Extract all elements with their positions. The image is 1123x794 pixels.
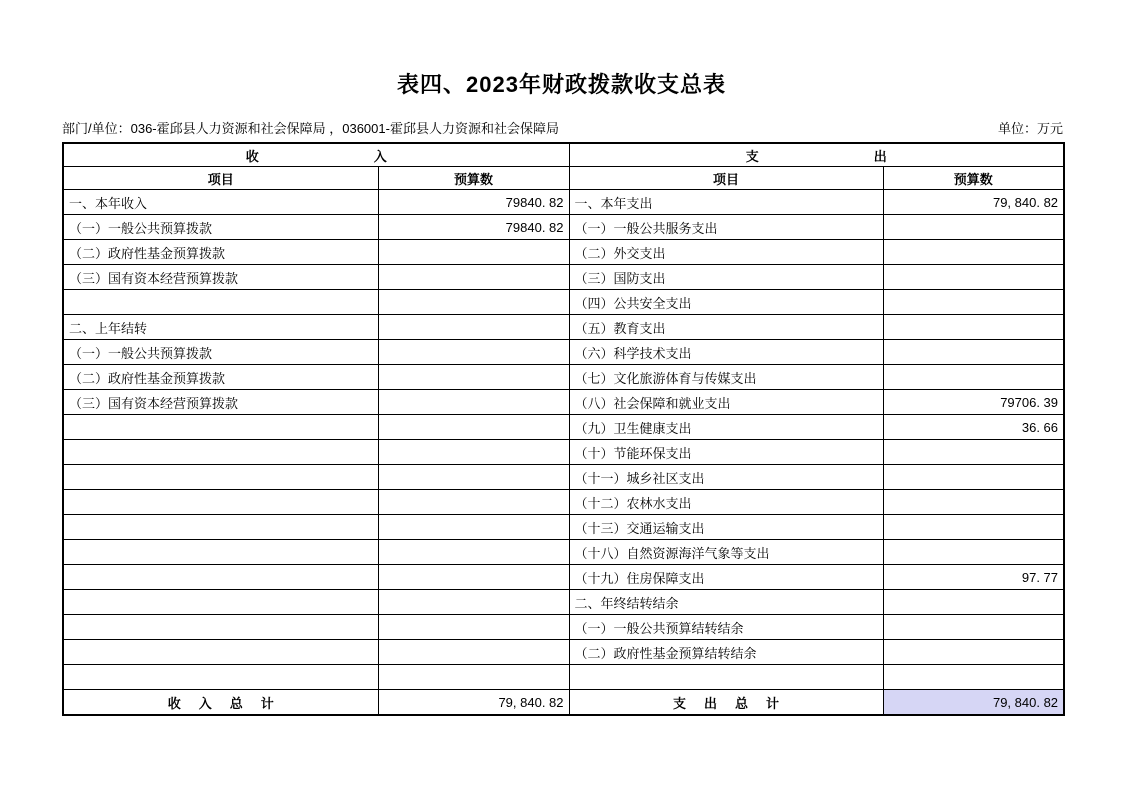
table-row — [63, 315, 1064, 340]
expense-section-header: 支出 — [569, 143, 1064, 167]
expense-value-cell — [883, 615, 1064, 640]
expense-item-cell: （五）教育支出 — [569, 315, 883, 340]
total-row — [63, 690, 1064, 716]
income-value-cell — [378, 240, 569, 265]
expense-value-cell — [883, 365, 1064, 390]
income-item-cell — [63, 415, 378, 440]
income-value-cell — [378, 465, 569, 490]
income-value-cell — [378, 540, 569, 565]
expense-item-cell: 二、年终结转结余 — [569, 590, 883, 615]
income-item-cell — [63, 490, 378, 515]
income-item-cell — [63, 290, 378, 315]
income-value-cell — [378, 440, 569, 465]
expense-value-cell — [883, 315, 1064, 340]
income-item-cell — [63, 640, 378, 665]
income-value-cell — [378, 365, 569, 390]
expense-item-cell: （九）卫生健康支出 — [569, 415, 883, 440]
table-row — [63, 290, 1064, 315]
table-row — [63, 190, 1064, 215]
expense-value-cell — [883, 465, 1064, 490]
column-header-row — [63, 167, 1064, 190]
income-value-cell — [378, 290, 569, 315]
table-row — [63, 515, 1064, 540]
expense-value-cell — [883, 240, 1064, 265]
expense-value-cell — [883, 640, 1064, 665]
page-title: 表四、2023年财政拨款收支总表 — [397, 72, 726, 97]
expense-item-cell: （一）一般公共服务支出 — [569, 215, 883, 240]
table-row — [63, 465, 1064, 490]
expense-item-cell: （十一）城乡社区支出 — [569, 465, 883, 490]
expense-value-cell: 97. 77 — [883, 565, 1064, 590]
expense-value-cell — [883, 665, 1064, 690]
expense-value-cell — [883, 215, 1064, 240]
expense-value-cell — [883, 515, 1064, 540]
table-row — [63, 215, 1064, 240]
income-value-cell: 79840. 82 — [378, 190, 569, 215]
meta-row — [62, 118, 1063, 137]
income-item-cell: （二）政府性基金预算拨款 — [63, 365, 378, 390]
income-item-cell — [63, 590, 378, 615]
expense-value-cell — [883, 490, 1064, 515]
expense-value-cell: 79, 840. 82 — [883, 190, 1064, 215]
income-total-value-cell: 79, 840. 82 — [378, 690, 569, 716]
income-value-cell — [378, 315, 569, 340]
income-item-cell: （一）一般公共预算拨款 — [63, 340, 378, 365]
income-value-cell — [378, 590, 569, 615]
expense-item-cell: （七）文化旅游体育与传媒支出 — [569, 365, 883, 390]
income-section-header: 收入 — [63, 143, 569, 167]
income-value-cell — [378, 490, 569, 515]
budget-table — [62, 142, 1065, 716]
expense-value-cell — [883, 290, 1064, 315]
expense-value-cell — [883, 540, 1064, 565]
income-value-cell — [378, 565, 569, 590]
section-header-row — [63, 143, 1064, 167]
expense-item-cell: （十九）住房保障支出 — [569, 565, 883, 590]
income-value-cell — [378, 515, 569, 540]
table-row — [63, 540, 1064, 565]
table-row — [63, 665, 1064, 690]
income-item-cell — [63, 515, 378, 540]
expense-item-cell: （二）政府性基金预算结转结余 — [569, 640, 883, 665]
expense-item-cell: （十八）自然资源海洋气象等支出 — [569, 540, 883, 565]
income-value-cell — [378, 415, 569, 440]
table-row — [63, 240, 1064, 265]
expense-item-cell: （四）公共安全支出 — [569, 290, 883, 315]
table-row — [63, 615, 1064, 640]
expense-item-cell: （一）一般公共预算结转结余 — [569, 615, 883, 640]
table-row — [63, 415, 1064, 440]
expense-value-cell: 36. 66 — [883, 415, 1064, 440]
income-value-cell — [378, 665, 569, 690]
income-item-header: 项目 — [63, 167, 378, 190]
table-row — [63, 390, 1064, 415]
income-value-cell — [378, 640, 569, 665]
income-item-cell: （一）一般公共预算拨款 — [63, 215, 378, 240]
expense-item-cell: 一、本年支出 — [569, 190, 883, 215]
income-value-cell — [378, 390, 569, 415]
expense-item-cell: （二）外交支出 — [569, 240, 883, 265]
income-value-cell — [378, 615, 569, 640]
expense-item-cell: （六）科学技术支出 — [569, 340, 883, 365]
table-row — [63, 490, 1064, 515]
income-item-cell — [63, 540, 378, 565]
income-item-cell — [63, 565, 378, 590]
table-row — [63, 365, 1064, 390]
expense-value-cell — [883, 590, 1064, 615]
income-item-cell: 一、本年收入 — [63, 190, 378, 215]
table-row — [63, 440, 1064, 465]
expense-item-header: 项目 — [569, 167, 883, 190]
income-item-cell — [63, 615, 378, 640]
income-item-cell — [63, 665, 378, 690]
table-row — [63, 590, 1064, 615]
expense-value-cell: 79706. 39 — [883, 390, 1064, 415]
table-row — [63, 640, 1064, 665]
income-value-cell — [378, 265, 569, 290]
income-budget-header: 预算数 — [378, 167, 569, 190]
table-row — [63, 340, 1064, 365]
income-total-label-cell: 收入总计 — [63, 690, 378, 716]
expense-total-label-cell: 支出总计 — [569, 690, 883, 716]
income-value-cell: 79840. 82 — [378, 215, 569, 240]
selected-cell[interactable]: 79, 840. 82 — [883, 690, 1064, 716]
table-row — [63, 265, 1064, 290]
currency-unit-label: 单位：万元 — [997, 121, 1063, 136]
expense-budget-header: 预算数 — [883, 167, 1064, 190]
income-item-cell: （三）国有资本经营预算拨款 — [63, 390, 378, 415]
income-item-cell: （三）国有资本经营预算拨款 — [63, 265, 378, 290]
expense-item-cell: （十三）交通运输支出 — [569, 515, 883, 540]
expense-item-cell: （三）国防支出 — [569, 265, 883, 290]
expense-value-cell — [883, 265, 1064, 290]
expense-item-cell: （十）节能环保支出 — [569, 440, 883, 465]
expense-value-cell — [883, 440, 1064, 465]
income-item-cell — [63, 465, 378, 490]
expense-value-cell — [883, 340, 1064, 365]
income-item-cell: 二、上年结转 — [63, 315, 378, 340]
income-item-cell — [63, 440, 378, 465]
expense-item-cell: （八）社会保障和就业支出 — [569, 390, 883, 415]
income-item-cell: （二）政府性基金预算拨款 — [63, 240, 378, 265]
department-unit-label: 部门/单位：036-霍邱县人力资源和社会保障局 ，036001-霍邱县人力资源和社会保障局 — [62, 121, 559, 136]
expense-item-cell — [569, 665, 883, 690]
income-value-cell — [378, 340, 569, 365]
table-row — [63, 565, 1064, 590]
expense-item-cell: （十二）农林水支出 — [569, 490, 883, 515]
